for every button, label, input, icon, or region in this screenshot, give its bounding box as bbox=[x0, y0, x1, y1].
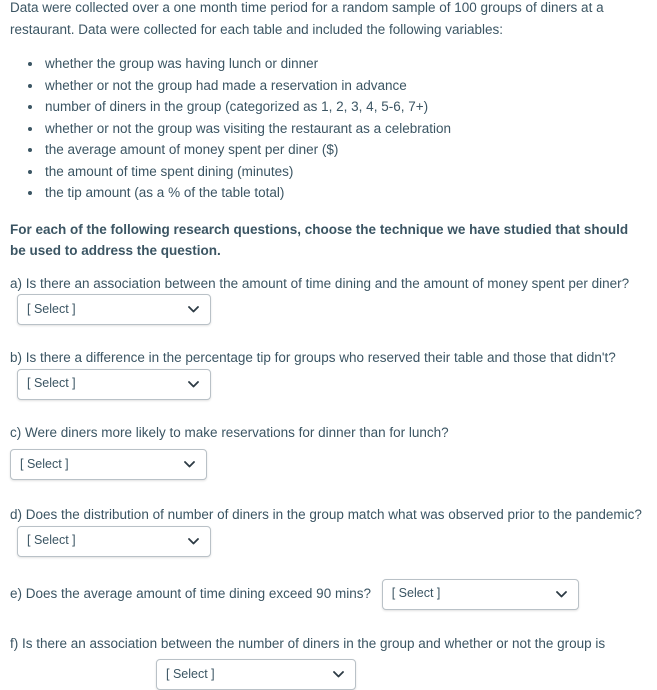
list-item: • the average amount of money spent per diner ($) bbox=[43, 139, 645, 161]
select-value: [ Select ] bbox=[392, 583, 441, 605]
select-value: [ Select ] bbox=[27, 530, 76, 552]
question-c-text: c) Were diners more likely to make reservations for dinner than for lunch? bbox=[10, 422, 645, 444]
list-item: • number of diners in the group (categorized as 1, 2, 3, 4, 5-6, 7+) bbox=[43, 96, 645, 118]
select-value: [ Select ] bbox=[27, 373, 76, 395]
question-e-text: e) Does the average amount of time dining exceed 90 mins? bbox=[10, 586, 371, 601]
chevron-down-icon bbox=[184, 461, 195, 468]
question-b-text: b) Is there a difference in the percentage tip for groups who reserved their table and those that didn't? bbox=[10, 350, 616, 365]
select-value: [ Select ] bbox=[20, 454, 69, 476]
list-item: • whether the group was having lunch or dinner bbox=[43, 53, 645, 75]
question-f bbox=[10, 633, 645, 690]
question-c-select-row bbox=[10, 449, 645, 480]
list-item: • the amount of time spent dining (minutes) bbox=[43, 161, 645, 183]
question-d-select[interactable] bbox=[17, 526, 211, 557]
question-b bbox=[10, 347, 645, 400]
question-f-select[interactable] bbox=[156, 659, 356, 690]
question-a-select[interactable] bbox=[17, 294, 211, 325]
intro-paragraph: Data were collected over a one month time period for a random sample of 100 groups of diners at a restaurant. Data were collected for each table and included the following variables: bbox=[10, 0, 645, 40]
question-e bbox=[10, 579, 645, 610]
chevron-down-icon bbox=[556, 591, 567, 598]
list-item: • the tip amount (as a % of the table total) bbox=[43, 182, 645, 204]
question-d bbox=[10, 504, 645, 557]
question-f-select-row bbox=[156, 659, 645, 690]
chevron-down-icon bbox=[188, 538, 199, 545]
select-value: [ Select ] bbox=[166, 664, 215, 686]
question-d-text: d) Does the distribution of number of diners in the group match what was observed prior to the pandemic? bbox=[10, 507, 642, 522]
question-a bbox=[10, 273, 645, 326]
chevron-down-icon bbox=[188, 381, 199, 388]
list-item: • whether or not the group was visiting the restaurant as a celebration bbox=[43, 118, 645, 140]
question-c-select[interactable] bbox=[10, 449, 207, 480]
list-item: • whether or not the group had made a reservation in advance bbox=[43, 75, 645, 97]
chevron-down-icon bbox=[333, 671, 344, 678]
question-c bbox=[10, 422, 645, 481]
question-a-text: a) Is there an association between the amount of time dining and the amount of money spent per diner? bbox=[10, 276, 629, 291]
variables-list bbox=[10, 53, 645, 204]
question-b-select[interactable] bbox=[17, 369, 211, 400]
instruction-paragraph: For each of the following research questions, choose the technique we have studied that should be used to address the question. bbox=[10, 219, 645, 262]
question-f-text: f) Is there an association between the number of diners in the group and whether or not the group is bbox=[10, 633, 645, 655]
chevron-down-icon bbox=[188, 306, 199, 313]
select-value: [ Select ] bbox=[27, 299, 76, 321]
question-e-select[interactable] bbox=[382, 579, 579, 610]
